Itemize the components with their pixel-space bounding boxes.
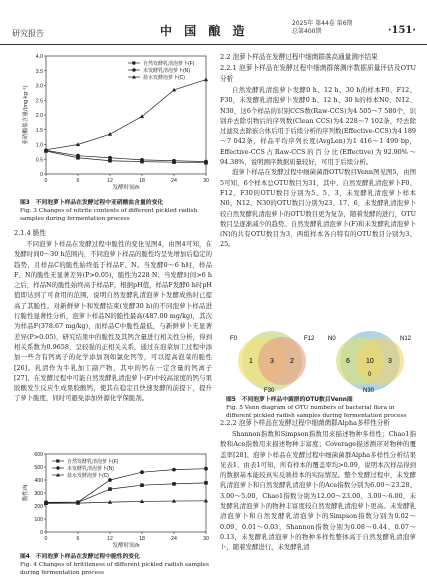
venn-value-n-a: 6 xyxy=(346,358,350,365)
x-tick-label: 12 xyxy=(107,536,113,542)
x-tick-label: 18 xyxy=(139,536,145,542)
venn-right-group xyxy=(328,331,412,394)
venn-set-n30 xyxy=(356,337,404,385)
y-tick-label: 4.0 xyxy=(35,54,43,60)
legend-marker xyxy=(56,459,59,462)
x-axis-label: 发酵时间/h xyxy=(112,185,140,191)
x-tick-label: 24 xyxy=(171,178,177,184)
x-tick-label: 30 xyxy=(203,178,209,184)
y-axis-label: 亚硝酸盐含量/(mg·kg⁻¹) xyxy=(23,85,29,145)
venn-set-f30 xyxy=(258,337,306,385)
legend-label: 未发酵乳清泡萝卜(N) xyxy=(67,465,114,472)
y-tick-label: 0 xyxy=(40,530,43,536)
y-tick-label: 500 xyxy=(34,465,43,471)
page-number: ·151· xyxy=(388,25,416,36)
left-column-text xyxy=(14,228,212,404)
venn-value-n-center: 0 xyxy=(368,372,372,378)
legend-label: 盐水发酵泡萝卜(C) xyxy=(67,472,109,479)
legend-label: 未发酵乳清泡萝卜(N) xyxy=(143,67,190,74)
fig4-caption-cn: 图4 不同泡萝卜样品在发酵过程中脆性的变化 xyxy=(20,554,140,560)
venn-diagram xyxy=(222,328,416,394)
x-tick-label: 30 xyxy=(203,536,209,542)
brittleness-paragraph: 不同泡萝卜样品在发酵过程中脆性的变化见图4，由图4可知，在发酵时间0～30 h范围内，不同泡萝卜样品的脆性均呈先增加后稳定的趋势，且样品C的脆性始终低于样品F、N。当发酵0～6 h时，样品F、N的脆性无显著差异(P>0.05)，脆性为228 N；当发酵时间>6 h之后，样品N的脆性始终高于样品F，根据pH值，样品F发酵6 h时pH值即达到了可食用的范围，说明自然发酵乳清泡萝卜发酵成熟时已提高了其脆性。对新鲜萝卜和发酵结束(发酵30 h)的不同泡萝卜样品进行脆性显著性分析，泡萝卜样品N的脆性最高(487.00 mg/kg)，其次为样品F(378.67 mg/kg)，而样品C中脆性最低，与新鲜萝卜无显著差异(P>0.05)，研究结果中的脆性及其钙含量进行相关性分析，得到相关系数为0.9658，呈较强的正相关关系，通过在泡菜加工过程中添加一些含有钙离子的化学添加剂如氯化钙等，可以提高泡菜的脆性[26]。乳清作为牛乳加工副产物，其中的钙在一定含量的钙离子[27]，在发酵过程中可能自然发酵乳清泡萝卜(F)中较高浓度的钙与果胶酸发生反应生成果胶酸钙，使其在稳定且快速发酵的前提下，提升了萝卜脆度，同时可避免添加外源化学保脆剂。 xyxy=(14,240,212,403)
series-line xyxy=(46,80,206,150)
fig5-caption xyxy=(226,396,416,420)
y-tick-label: 400 xyxy=(34,478,43,484)
x-tick-label: 24 xyxy=(171,536,177,542)
alpha-diversity-paragraph: Shannon指数和Simpson指数用来描述物种多样性；Chao1指数和Ace指数用来描述物种丰富度；Coverage描述测序对物种的覆盖率[28]。泡萝卜样品在发酵过程中细菌菌群Alpha多样性分析结果见表1，由表1可知，所有样本的覆盖率均>0.99，说明本次样品得到的数据基本能较真实反映样本的实际情况。整个发酵过程中，未发酵乳清泡萝卜和自然发酵乳清泡萝卜的Ace指数分别为6.00～23.28、3.00～5.00，Chao1指数分别为12.00～23.00、3.00～6.00，未发酵乳清泡萝卜的物种丰富度较自然发酵乳清泡萝卜更高。未发酵乳清泡萝卜和自然发酵乳清泡萝卜的Simpson指数分别为0.02～0.09、0.01～0.03，Shannon指数分别为0.08～0.44、0.07～0.13，未发酵乳清泡萝卜的物种多样性整体高于自然发酵乳清泡萝卜，随着发酵进行，未发酵乳清 xyxy=(220,430,416,552)
venn-label-n30: N30 xyxy=(363,388,375,394)
data-point xyxy=(108,156,112,160)
venn-value-n-b: 10 xyxy=(366,358,374,365)
y-tick-label: 0.5 xyxy=(35,157,43,164)
y-tick-label: 200 xyxy=(34,504,43,510)
journal-title: 中 国 酿 造 xyxy=(160,24,249,38)
data-point xyxy=(204,77,208,81)
data-point xyxy=(204,481,208,485)
right-column-text-bottom xyxy=(220,418,416,553)
data-point xyxy=(140,158,144,162)
legend-label: 自然发酵乳清泡萝卜(F) xyxy=(67,458,119,465)
fig4-caption xyxy=(20,553,210,577)
venn-label-f12: F12 xyxy=(304,336,315,342)
data-point xyxy=(172,159,176,163)
venn-label-n0: N0 xyxy=(328,336,336,342)
series-line xyxy=(46,483,206,503)
y-tick-label: 100 xyxy=(34,517,43,523)
data-point xyxy=(140,470,144,474)
legend-label: 自然发酵乳清泡萝卜(F) xyxy=(143,60,195,67)
legend-marker xyxy=(132,61,135,64)
nitrite-chart xyxy=(14,52,212,194)
legend-label: 盐水发酵泡萝卜(C) xyxy=(143,74,185,81)
venn-value-f-c: 2 xyxy=(290,358,294,365)
venn-value-n-c: 3 xyxy=(388,358,392,365)
venn-label-f0: F0 xyxy=(230,336,238,342)
data-point xyxy=(204,160,208,164)
legend-marker xyxy=(56,466,59,469)
venn-value-f-b: 3 xyxy=(270,358,274,365)
y-tick-label: 1.0 xyxy=(35,142,43,149)
x-tick-label: 12 xyxy=(107,178,113,184)
legend-marker xyxy=(132,68,135,71)
y-tick-label: 3.0 xyxy=(35,83,43,90)
issue-total-line: 总第400期 xyxy=(292,28,322,35)
x-tick-label: 18 xyxy=(139,178,145,184)
x-axis-label: 发酵时间/h xyxy=(112,543,140,549)
section-2-2-1-heading: 2.2.1 泡萝卜样品在发酵过程中细菌群落测序数据质量评估及OTU分析 xyxy=(220,64,416,83)
y-tick-label: 3.5 xyxy=(35,68,43,75)
fig5-caption-en: Fig. 5 Venn diagram of OTU numbers of bacterial flora in different pickled radish samples during fermentation process xyxy=(226,405,407,419)
data-point xyxy=(204,467,208,471)
x-tick-label: 6 xyxy=(76,536,80,542)
data-point xyxy=(108,487,112,491)
y-tick-label: 600 xyxy=(34,452,43,458)
y-tick-label: 1.5 xyxy=(35,127,43,134)
fig4-caption-en: Fig. 4 Changes of brittleness of different pickled radish samples during fermentation process xyxy=(20,562,209,576)
x-tick-label: 0 xyxy=(44,178,48,184)
section-label: 研究报告 xyxy=(12,29,44,38)
fig3-caption-en: Fig. 3 Changes of nitrite contents of different pickled radish samples during fermentation process xyxy=(20,208,198,222)
sequencing-paragraph: 自然发酵乳清泡萝卜发酵0 h、12 h、30 h的样本F0、F12、F30，未发酵乳清泡萝卜发酵0 h、12 h、30 h的样本N0、N12、N30，这6个样品的识别CCS数(Raw-CCS)为4 505～7 580个，识别并去除引物后的序列数(Clean CCS)为4 228～7 102条，经去除过滤及去除嵌合体后用于后续分析的序列数(Effective-CCS)为4 189～7 042条，样品平均序列长度(AvgLen)为1 416～1 499 bp，Effective-CCS占Raw-CCS的百分比(Effective)为92.90%～94.38%，说明测序数据质量较好，可用于后续分析。 xyxy=(220,86,416,167)
section-2-1-4-heading: 2.1.4 脆性 xyxy=(14,229,47,237)
venn-left-group xyxy=(230,331,315,394)
fig3-caption-cn: 图3 不同泡萝卜样品在发酵过程中亚硝酸盐含量的变化 xyxy=(20,200,164,206)
brittleness-chart xyxy=(14,450,212,552)
x-tick-label: 0 xyxy=(44,536,48,542)
fig5-caption-cn: 图5 不同泡萝卜样品中菌群的OTU数目Venn图 xyxy=(226,397,353,403)
data-point xyxy=(76,154,80,158)
y-tick-label: 0 xyxy=(40,172,43,178)
data-point xyxy=(108,132,112,136)
fig3-caption xyxy=(20,199,210,223)
page-header xyxy=(0,0,427,45)
x-tick-label: 6 xyxy=(76,178,80,184)
section-2-2-heading: 2.2 泡萝卜样品在发酵过程中细菌群落高通量测序结果 xyxy=(220,53,378,61)
venn-value-f-a: 1 xyxy=(249,358,253,365)
volume-info xyxy=(292,20,353,36)
y-tick-label: 2.5 xyxy=(35,98,43,105)
section-2-2-2-heading: 2.2.2 泡萝卜样品在发酵过程中细菌菌群Alpha多样性分析 xyxy=(220,419,391,427)
volume-line: 2025年 第44卷 第6期 xyxy=(292,20,353,27)
data-point xyxy=(172,482,176,486)
venn-label-n12: N12 xyxy=(400,336,412,342)
venn-label-f30: F30 xyxy=(264,388,275,394)
data-point xyxy=(172,468,176,472)
data-point xyxy=(140,483,144,487)
y-axis-label: 脆性/N xyxy=(23,484,29,502)
y-tick-label: 300 xyxy=(34,491,43,497)
right-column-text-top xyxy=(220,52,416,250)
y-tick-label: 2.0 xyxy=(35,113,43,119)
otu-paragraph: 泡萝卜样品在发酵过程中细菌菌群OTU数目Venn图见图5，由图5可知，6个样本总OTU数目为31，其中，自然发酵乳清泡萝卜F0、F12、F30的OTU数目分别为5、5、3，未发酵乳清泡萝卜样本N0、N12、N30的OTU数目分别为23、17、6，未发酵乳清泡萝卜较自然发酵乳清泡萝卜的OTU数目更为复杂，随着发酵的进行，OTU数目呈逐渐减少的趋势。自然发酵乳清泡萝卜(F)和未发酵乳清泡萝卜(N)的共有OTU数目为3，两组样本各自特有的OTU数目分别为3、25。 xyxy=(220,168,416,249)
